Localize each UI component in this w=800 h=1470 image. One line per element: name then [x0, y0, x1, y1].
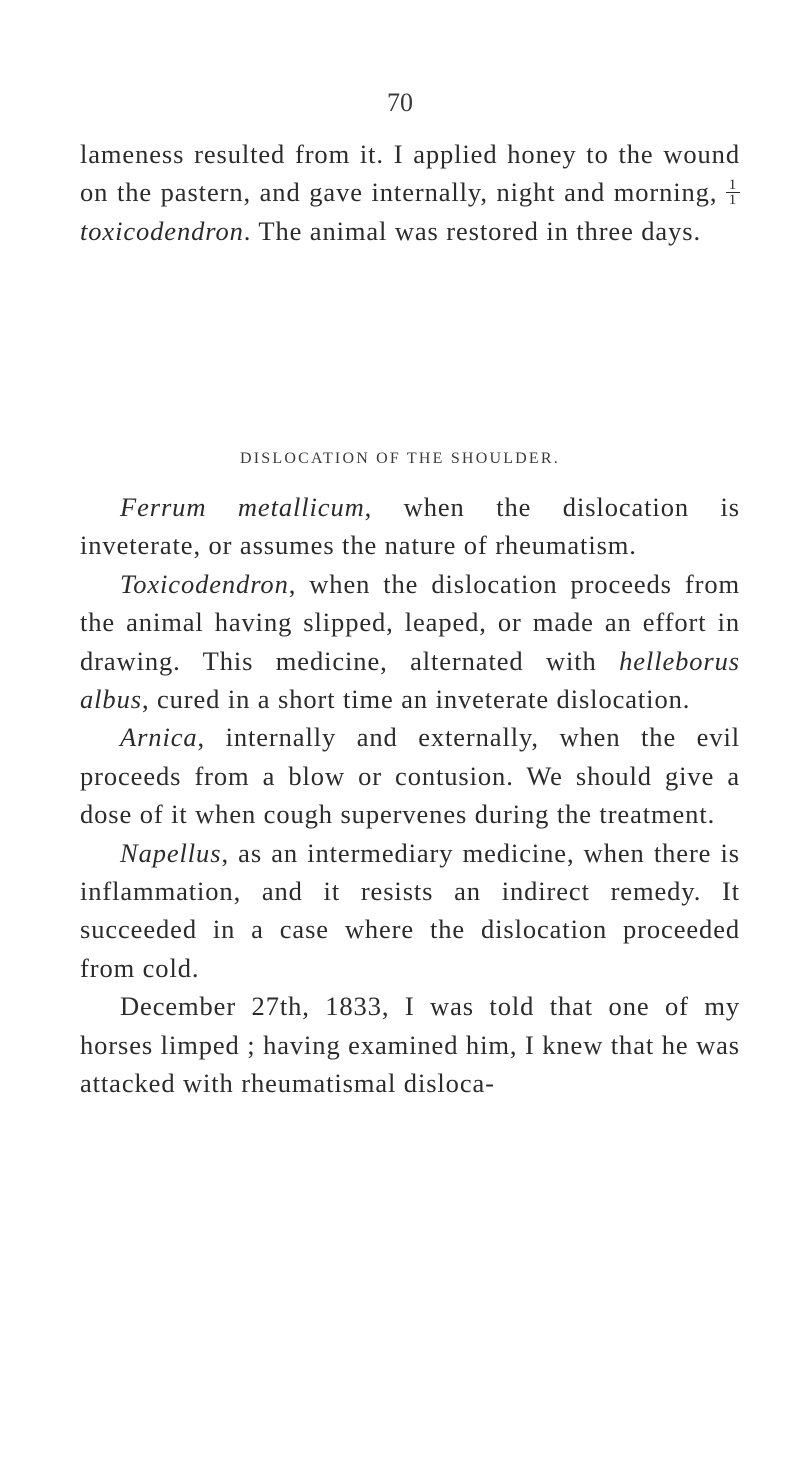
remedy-name: toxicodendron [80, 215, 244, 246]
remedy-name: Napellus [120, 837, 222, 868]
paragraph-text: , cured in a short time an inveterate dislocation. [141, 684, 691, 715]
fraction-denominator: 1 [726, 192, 740, 207]
paragraph-case-report [80, 987, 740, 1102]
fraction-numerator: 1 [728, 177, 738, 194]
paragraph-text: , when the dislocation proceeds from the animal having slipped, leaped, or made an effort in drawing. This medicine, alternated with [80, 568, 740, 676]
paragraph-text: December 27th, 1833, I was told that one of my horses limped ; having examined him, I knew that he was attacked with rheumatismal disloca- [80, 991, 740, 1099]
dose-fraction [726, 178, 740, 207]
paragraph-toxicodendron [80, 565, 740, 719]
section-body [80, 488, 740, 1103]
remedy-name: Toxicodendron [120, 568, 289, 599]
remedy-name: helleborus albus [80, 645, 740, 715]
paragraph-text: , as an intermediary medicine, when there is inflammation, and it resists an indirect remedy. It succeeded in a case where the dislocation proceeded from cold. [80, 837, 740, 983]
page-number: 70 [387, 88, 413, 117]
text-segment: . The animal was restored in three days. [243, 215, 701, 246]
continued-paragraph [80, 135, 740, 250]
section-heading: DISLOCATION OF THE SHOULDER. [240, 450, 560, 467]
remedy-name: Arnica [120, 722, 198, 753]
paragraph-text: , internally and externally, when the evil proceeds from a blow or contusion. We should give a dose of it when cough supervenes during the treatment. [80, 722, 740, 830]
remedy-name: Ferrum metallicum [120, 492, 365, 522]
paragraph-arnica [80, 718, 740, 833]
text-segment: lameness resulted from it. I applied honey to the wound on the pastern, and gave internally, night and morning, [80, 139, 740, 208]
paragraph-continuation [80, 135, 740, 250]
paragraph-napellus [80, 834, 740, 988]
paragraph-text: , when the dislocation is inveterate, or assumes the nature of rheumatism. [80, 492, 740, 561]
paragraph-ferrum [80, 488, 740, 565]
